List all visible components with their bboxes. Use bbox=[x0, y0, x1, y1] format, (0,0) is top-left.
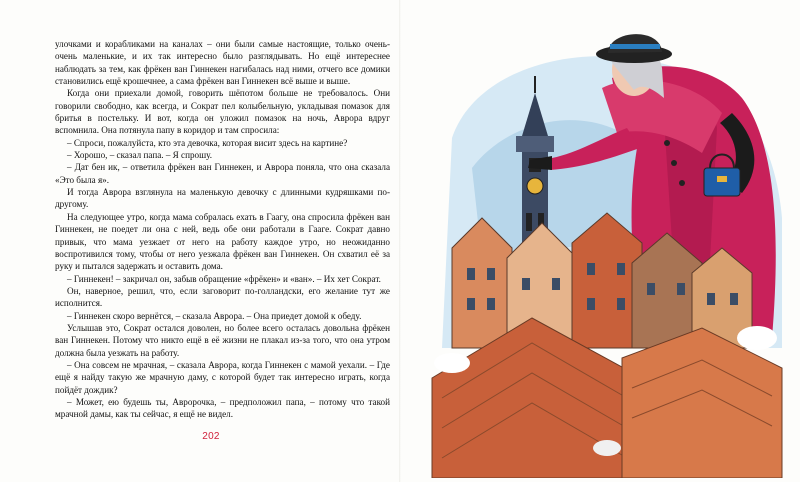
paragraph: – Дат бен ик, – ответила фрёкен ван Гиннекен, и Аврора поняла, что она сказала «Это была я». bbox=[55, 162, 390, 185]
paragraph: – Гиннекен скоро вернётся, – сказала Аврора. – Она приедет домой к обеду. bbox=[67, 310, 362, 321]
page-number: 202 bbox=[202, 431, 220, 442]
text-page bbox=[55, 38, 390, 438]
paragraph: Он, наверное, решил, что, если заговорит по-голландски, его желание тут же исполнится. bbox=[55, 285, 390, 309]
paragraph: улочками и корабликами на каналах – они были самые настоящие, только очень-очень маленькие, и их так интересно было разглядывать. Но ещё интереснее наблюдать за тем, как фрёкен ван Гиннекен нагибалась над ними, отчего все домики становились ещё крошечнее, а сама фрёкен ван Гиннекен всё выше и выше. bbox=[55, 39, 390, 87]
clock-face bbox=[527, 178, 543, 194]
paragraph: – Может, ею будешь ты, Авророчка, – предположил папа, – потому что такой мрачной дамы, как ты сейчас, я ещё не видел. bbox=[55, 396, 390, 420]
paragraph: – Гиннекен! – закричал он, забыв обращение «фрёкен» и «ван». – Их хет Сократ. bbox=[67, 273, 381, 284]
paragraph: Услышав это, Сократ остался доволен, но более всего осталась довольна фрёкен ван Гиннекен. Потому что никто ещё в её жизни не плакал из-за того, что она утром должна была уезжать на работу. bbox=[55, 322, 390, 358]
paragraph: И тогда Аврора взглянула на маленькую девочку с длинными кудряшками по-другому. bbox=[55, 187, 390, 210]
paragraph: – Хорошо, – сказал папа. – Я спрошу. bbox=[67, 150, 213, 161]
illustration-woman-over-town bbox=[412, 18, 792, 478]
paragraph: – Спроси, пожалуйста, кто эта девочка, которая висит здесь на картине? bbox=[67, 137, 348, 148]
paragraph: На следующее утро, когда мама собралась ехать в Гаагу, она спросила фрёкен ван Гиннекен, не поедет ли она с ней, ведь обе они работали в Гааге. Сократ давно привык, что мама уезжает от него на работу каждое утро, но неожиданно воспротивился тому, чтобы от него уезжала фрёкен ван Гиннекен. Он схватил её за руку и пытался задержать и оставить дома. bbox=[55, 211, 390, 272]
paragraph: Когда они приехали домой, говорить шёпотом больше не требовалось. Они говорили свободно, как всегда, и Сократ пел колыбельную, укладывая помазок для бритья в постельку. И вот, когда он уложил помазок на ночь, Аврора вдруг вспомнила. Она потянула папу в коридор и там спросила: bbox=[55, 88, 390, 136]
hat-crown bbox=[608, 34, 662, 53]
book-gutter bbox=[399, 0, 401, 482]
paragraph: – Она совсем не мрачная, – сказала Аврора, когда Гиннекен с мамой уехали. – Где ещё я найду такую же мрачную даму, с которой будет так интересно играть, когда пойдёт дождик? bbox=[55, 359, 390, 395]
